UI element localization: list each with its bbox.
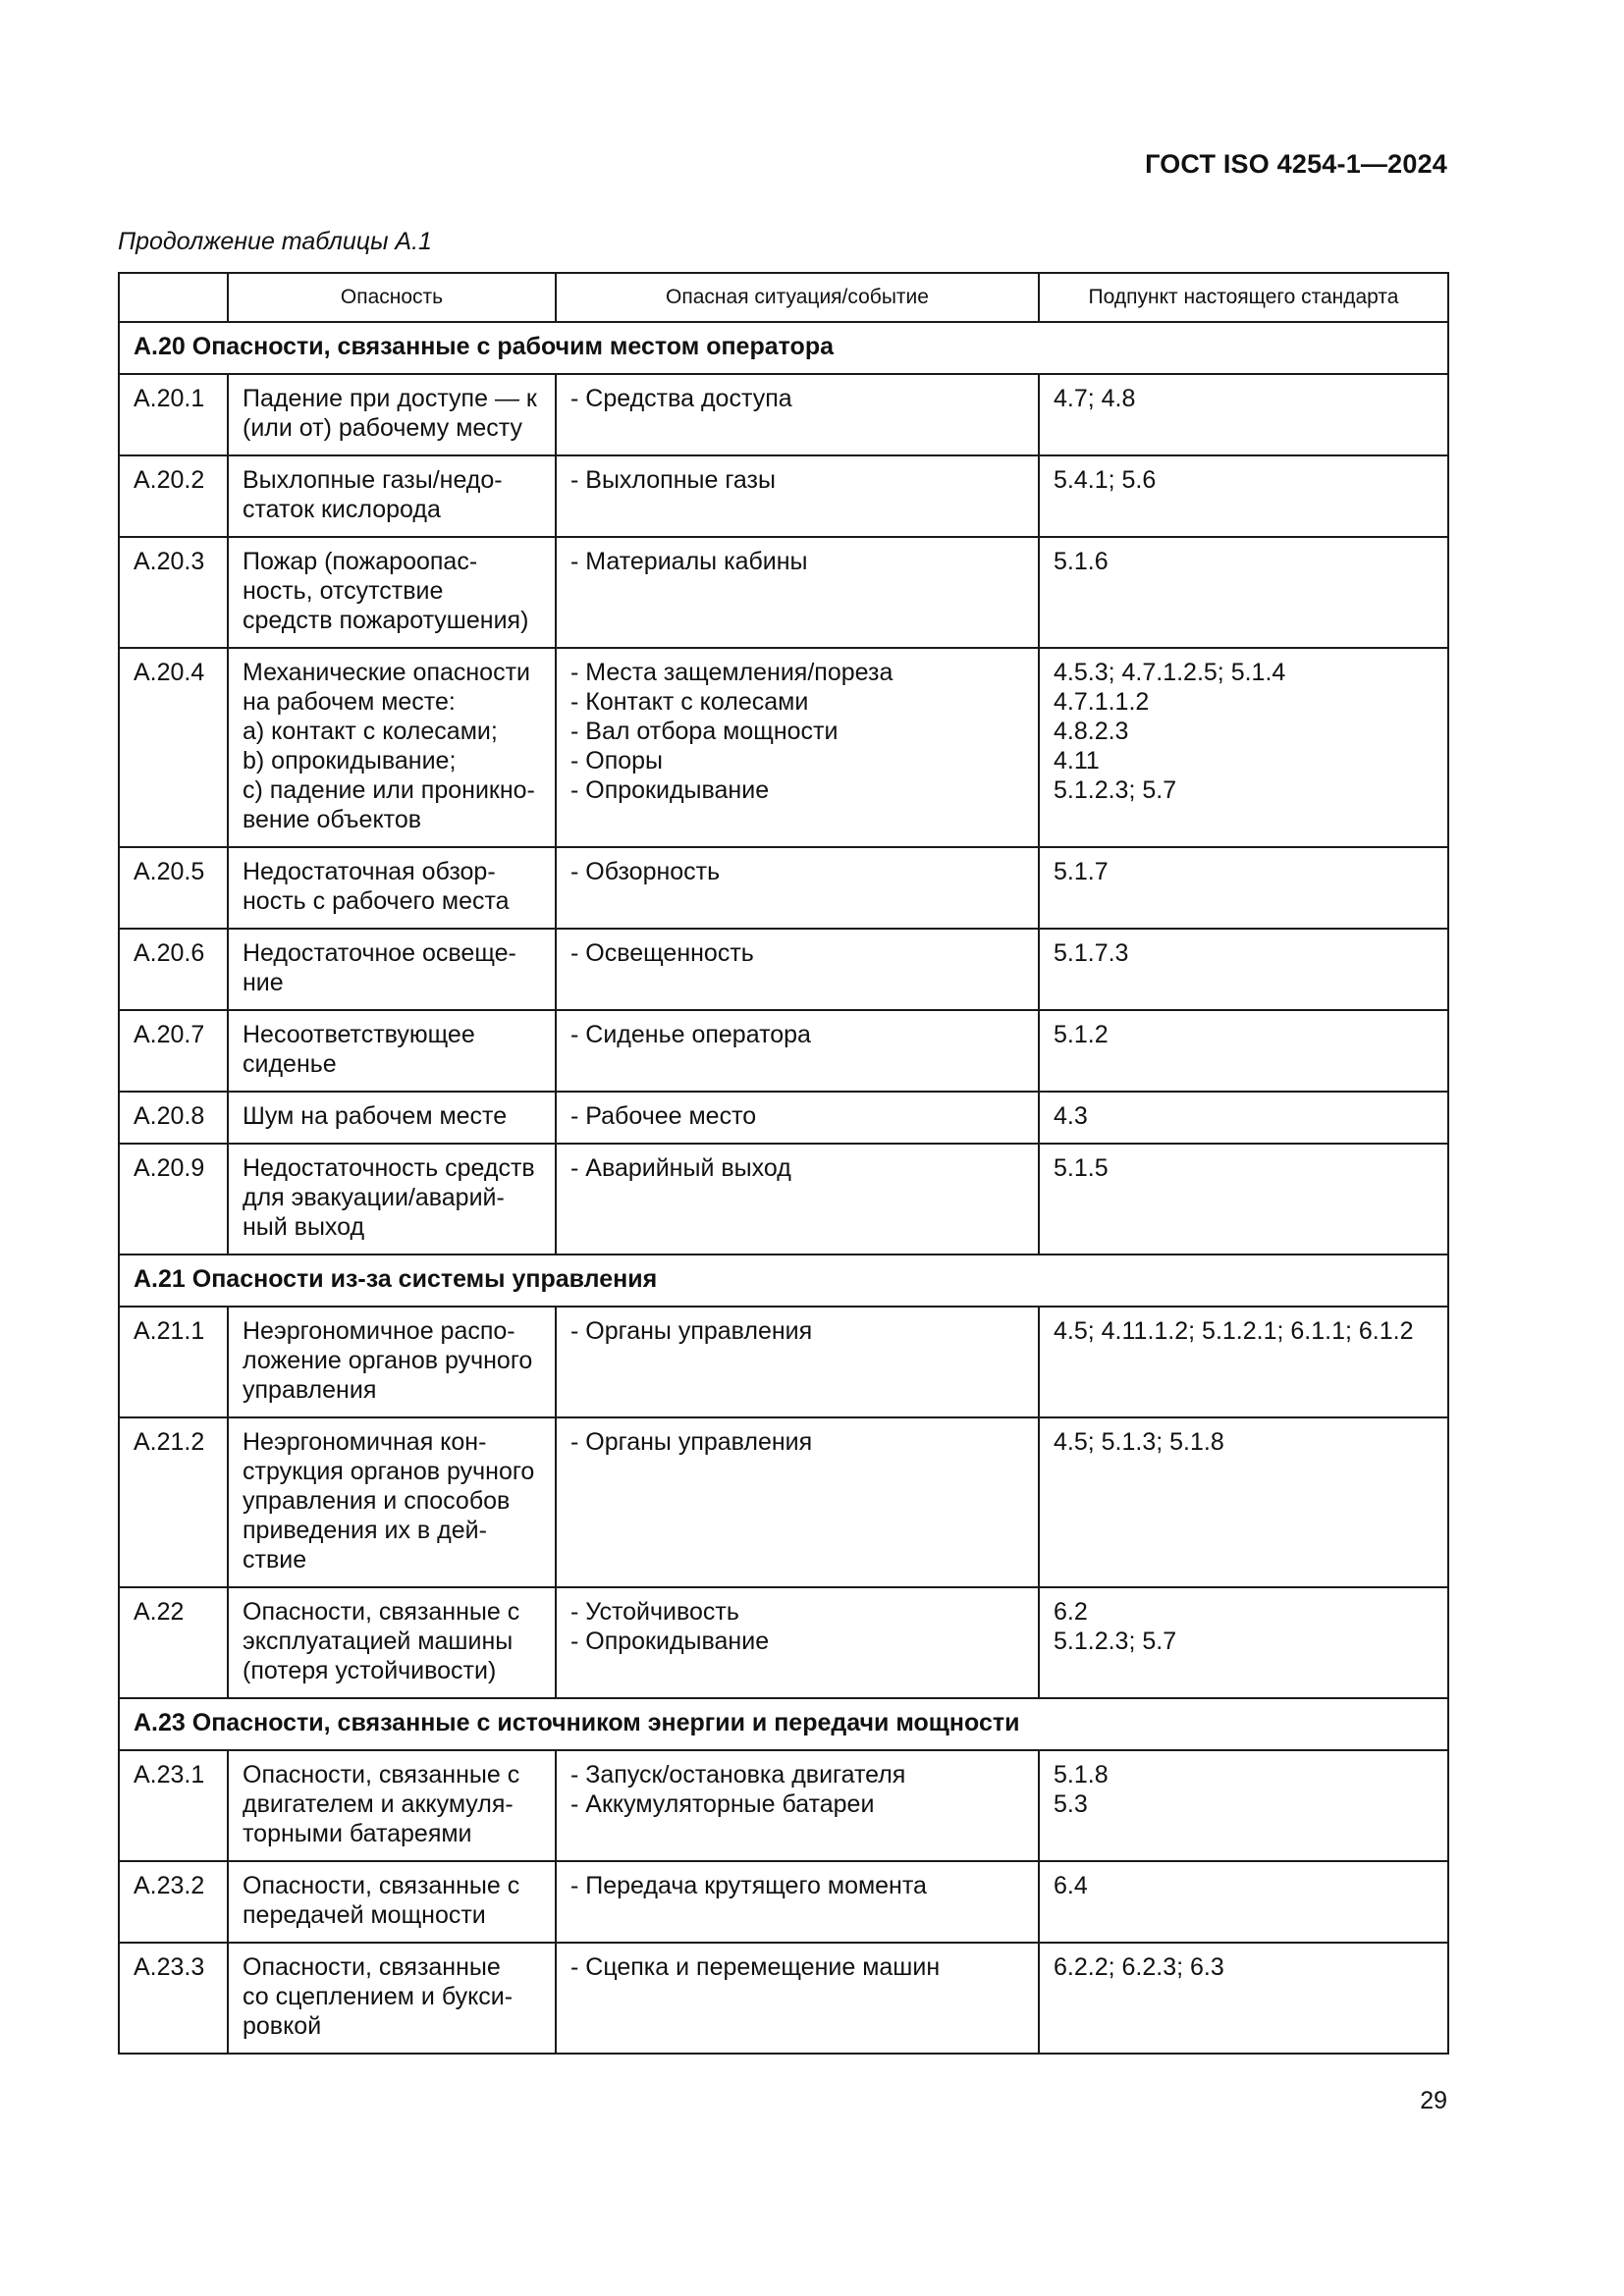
table-header-row: [119, 273, 1448, 322]
table-row: [119, 1417, 1448, 1587]
clause-cell-line: 6.2.2; 6.2.3; 6.3: [1054, 1953, 1224, 1981]
hazard-cell-line: Недостаточность средств: [243, 1154, 535, 1182]
clause-cell: [1039, 847, 1448, 929]
hazard-cell-line: ность, отсутствие: [243, 577, 444, 605]
situation-cell-line: - Органы управления: [570, 1428, 813, 1456]
situation-cell-line: - Передача крутящего момента: [570, 1872, 927, 1899]
clause-cell-line: 4.5.3; 4.7.1.2.5; 5.1.4: [1054, 659, 1286, 686]
hazard-cell-line: (или от) рабочему месту: [243, 414, 523, 442]
row-number: А.20.2: [119, 455, 228, 537]
table-row: [119, 374, 1448, 455]
situation-cell: [556, 1943, 1039, 2054]
situation-cell-line: - Обзорность: [570, 858, 721, 885]
clause-cell-line: 6.2: [1054, 1598, 1088, 1626]
hazard-cell-line: Выхлопные газы/недо-: [243, 466, 503, 494]
table-row: [119, 1010, 1448, 1092]
section-row: [119, 322, 1448, 374]
situation-cell: [556, 1750, 1039, 1861]
hazard-cell-line: управления: [243, 1376, 377, 1404]
clause-cell-line: 5.1.6: [1054, 548, 1109, 575]
row-number: А.20.3: [119, 537, 228, 648]
row-number: А.20.1: [119, 374, 228, 455]
clause-cell-line: 4.11: [1054, 747, 1100, 774]
hazard-cell-line: Опасности, связанные с: [243, 1872, 520, 1899]
section-title: А.23 Опасности, связанные с источником энергии и передачи мощности: [119, 1698, 1448, 1750]
hazard-cell-line: на рабочем месте:: [243, 688, 456, 716]
situation-cell: [556, 1587, 1039, 1698]
hazard-cell-line: вение объектов: [243, 806, 422, 833]
situation-cell-line: - Устойчивость: [570, 1598, 739, 1626]
hazard-cell: [228, 1092, 556, 1144]
clause-cell-line: 5.1.5: [1054, 1154, 1109, 1182]
clause-cell-line: 5.1.2: [1054, 1021, 1109, 1048]
clause-cell-line: 4.5; 5.1.3; 5.1.8: [1054, 1428, 1224, 1456]
hazard-cell-line: передачей мощности: [243, 1901, 486, 1929]
hazard-cell: [228, 1943, 556, 2054]
clause-cell-line: 5.3: [1054, 1790, 1088, 1818]
row-number: А.21.2: [119, 1417, 228, 1587]
column-header-number: [119, 273, 228, 322]
clause-cell-line: 4.7.1.1.2: [1054, 688, 1150, 716]
section-title: А.20 Опасности, связанные с рабочим местом оператора: [119, 322, 1448, 374]
table-row: [119, 455, 1448, 537]
hazard-cell-line: Шум на рабочем месте: [243, 1102, 508, 1130]
hazard-cell: [228, 1417, 556, 1587]
hazard-cell: [228, 1861, 556, 1943]
column-header-clause: Подпункт настоящего стандарта: [1039, 273, 1448, 322]
situation-cell-line: - Контакт с колесами: [570, 688, 809, 716]
hazard-cell-line: торными батареями: [243, 1820, 472, 1847]
clause-cell: [1039, 1010, 1448, 1092]
table-row: [119, 1144, 1448, 1255]
situation-cell-line: - Опоры: [570, 747, 664, 774]
hazard-cell-line: Опасности, связанные: [243, 1953, 501, 1981]
hazard-cell-line: для эвакуации/аварий-: [243, 1184, 505, 1211]
situation-cell-line: - Освещенность: [570, 939, 754, 967]
situation-cell: [556, 1307, 1039, 1417]
table-row: [119, 1092, 1448, 1144]
clause-cell-line: 5.1.7.3: [1054, 939, 1129, 967]
clause-cell: [1039, 1144, 1448, 1255]
situation-cell-line: - Сиденье оператора: [570, 1021, 811, 1048]
hazard-cell-line: приведения их в дей-: [243, 1517, 487, 1544]
row-number: А.20.6: [119, 929, 228, 1010]
hazard-cell-line: Несоответствующее: [243, 1021, 475, 1048]
hazard-cell: [228, 1307, 556, 1417]
situation-cell: [556, 537, 1039, 648]
situation-cell-line: - Аккумуляторные батареи: [570, 1790, 875, 1818]
section-title: А.21 Опасности из-за системы управления: [119, 1255, 1448, 1307]
table-row: [119, 847, 1448, 929]
situation-cell: [556, 374, 1039, 455]
hazard-cell-line: управления и способов: [243, 1487, 511, 1515]
hazard-cell-line: ние: [243, 969, 284, 996]
page-number: 29: [1420, 2087, 1447, 2114]
hazard-cell: [228, 1010, 556, 1092]
section-row: [119, 1255, 1448, 1307]
hazard-cell-line: Недостаточная обзор-: [243, 858, 496, 885]
standard-code: ГОСТ ISO 4254-1—2024: [1145, 149, 1447, 179]
situation-cell: [556, 455, 1039, 537]
situation-cell-line: - Запуск/остановка двигателя: [570, 1761, 906, 1789]
hazard-cell: [228, 455, 556, 537]
table-caption: Продолжение таблицы А.1: [118, 228, 432, 255]
hazard-cell-line: сиденье: [243, 1050, 337, 1078]
situation-cell-line: - Органы управления: [570, 1317, 813, 1345]
row-number: А.20.9: [119, 1144, 228, 1255]
situation-cell-line: - Вал отбора мощности: [570, 718, 839, 745]
hazard-cell-line: Пожар (пожароопас-: [243, 548, 478, 575]
hazard-cell-line: Опасности, связанные с: [243, 1598, 520, 1626]
hazard-cell: [228, 1144, 556, 1255]
situation-cell-line: - Сцепка и перемещение машин: [570, 1953, 941, 1981]
situation-cell-line: - Аварийный выход: [570, 1154, 791, 1182]
row-number: А.23.2: [119, 1861, 228, 1943]
situation-cell-line: - Рабочее место: [570, 1102, 757, 1130]
hazard-cell-line: эксплуатацией машины: [243, 1628, 514, 1655]
section-row: [119, 1698, 1448, 1750]
clause-cell-line: 4.5; 4.11.1.2; 5.1.2.1; 6.1.1; 6.1.2: [1054, 1317, 1414, 1345]
clause-cell: [1039, 1417, 1448, 1587]
situation-cell-line: - Выхлопные газы: [570, 466, 776, 494]
clause-cell-line: 5.4.1; 5.6: [1054, 466, 1157, 494]
table-row: [119, 1750, 1448, 1861]
situation-cell: [556, 648, 1039, 847]
hazard-cell-line: (потеря устойчивости): [243, 1657, 497, 1684]
column-header-hazard: Опасность: [228, 273, 556, 322]
hazard-cell-line: ный выход: [243, 1213, 365, 1241]
row-number: А.23.1: [119, 1750, 228, 1861]
clause-cell: [1039, 1587, 1448, 1698]
hazard-cell-line: ровкой: [243, 2012, 322, 2040]
clause-cell: [1039, 1307, 1448, 1417]
hazard-cell: [228, 1587, 556, 1698]
clause-cell: [1039, 929, 1448, 1010]
table-row: [119, 537, 1448, 648]
row-number: А.21.1: [119, 1307, 228, 1417]
clause-cell: [1039, 1092, 1448, 1144]
row-number: А.20.7: [119, 1010, 228, 1092]
hazard-cell-line: ложение органов ручного: [243, 1347, 533, 1374]
hazard-cell: [228, 847, 556, 929]
clause-cell-line: 4.3: [1054, 1102, 1088, 1130]
table-row: [119, 929, 1448, 1010]
hazard-cell: [228, 537, 556, 648]
situation-cell: [556, 847, 1039, 929]
row-number: А.23.3: [119, 1943, 228, 2054]
situation-cell: [556, 1861, 1039, 1943]
clause-cell: [1039, 1943, 1448, 2054]
hazard-cell: [228, 648, 556, 847]
situation-cell: [556, 1010, 1039, 1092]
clause-cell: [1039, 537, 1448, 648]
row-number: А.20.5: [119, 847, 228, 929]
situation-cell-line: - Опрокидывание: [570, 776, 770, 804]
clause-cell-line: 4.7; 4.8: [1054, 385, 1136, 412]
hazard-cell-line: Недостаточное освеще-: [243, 939, 516, 967]
situation-cell-line: - Опрокидывание: [570, 1628, 770, 1655]
clause-cell: [1039, 374, 1448, 455]
hazard-cell-line: Падение при доступе — к: [243, 385, 537, 412]
hazard-table: [118, 272, 1449, 2055]
hazard-cell-line: Неэргономичная кон-: [243, 1428, 487, 1456]
table-body: [119, 322, 1448, 2054]
hazard-cell-line: Механические опасности: [243, 659, 531, 686]
situation-cell-line: - Материалы кабины: [570, 548, 808, 575]
hazard-cell-line: b) опрокидывание;: [243, 747, 457, 774]
table-row: [119, 1943, 1448, 2054]
hazard-cell-line: со сцеплением и букси-: [243, 1983, 514, 2010]
hazard-cell-line: двигателем и аккумуля-: [243, 1790, 514, 1818]
hazard-cell-line: ствие: [243, 1546, 307, 1574]
clause-cell-line: 5.1.8: [1054, 1761, 1109, 1789]
hazard-cell-line: ность с рабочего места: [243, 887, 510, 915]
hazard-cell-line: струкция органов ручного: [243, 1458, 535, 1485]
clause-cell-line: 5.1.2.3; 5.7: [1054, 1628, 1177, 1655]
table-row: [119, 648, 1448, 847]
clause-cell-line: 4.8.2.3: [1054, 718, 1129, 745]
hazard-cell: [228, 1750, 556, 1861]
situation-cell: [556, 1417, 1039, 1587]
clause-cell: [1039, 1861, 1448, 1943]
row-number: А.20.4: [119, 648, 228, 847]
column-header-situation: Опасная ситуация/событие: [556, 273, 1039, 322]
hazard-cell-line: Неэргономичное распо-: [243, 1317, 515, 1345]
situation-cell: [556, 929, 1039, 1010]
hazard-cell-line: a) контакт с колесами;: [243, 718, 498, 745]
clause-cell: [1039, 1750, 1448, 1861]
row-number: А.20.8: [119, 1092, 228, 1144]
table-row: [119, 1307, 1448, 1417]
row-number: А.22: [119, 1587, 228, 1698]
clause-cell: [1039, 455, 1448, 537]
situation-cell-line: - Места защемления/пореза: [570, 659, 893, 686]
table-row: [119, 1861, 1448, 1943]
clause-cell-line: 5.1.2.3; 5.7: [1054, 776, 1177, 804]
situation-cell-line: - Средства доступа: [570, 385, 792, 412]
clause-cell: [1039, 648, 1448, 847]
table-row: [119, 1587, 1448, 1698]
hazard-cell-line: c) падение или проникно-: [243, 776, 535, 804]
hazard-cell-line: статок кислорода: [243, 496, 441, 523]
clause-cell-line: 5.1.7: [1054, 858, 1109, 885]
situation-cell: [556, 1092, 1039, 1144]
clause-cell-line: 6.4: [1054, 1872, 1088, 1899]
hazard-cell-line: средств пожаротушения): [243, 607, 529, 634]
hazard-cell: [228, 374, 556, 455]
hazard-cell-line: Опасности, связанные с: [243, 1761, 520, 1789]
situation-cell: [556, 1144, 1039, 1255]
hazard-cell: [228, 929, 556, 1010]
